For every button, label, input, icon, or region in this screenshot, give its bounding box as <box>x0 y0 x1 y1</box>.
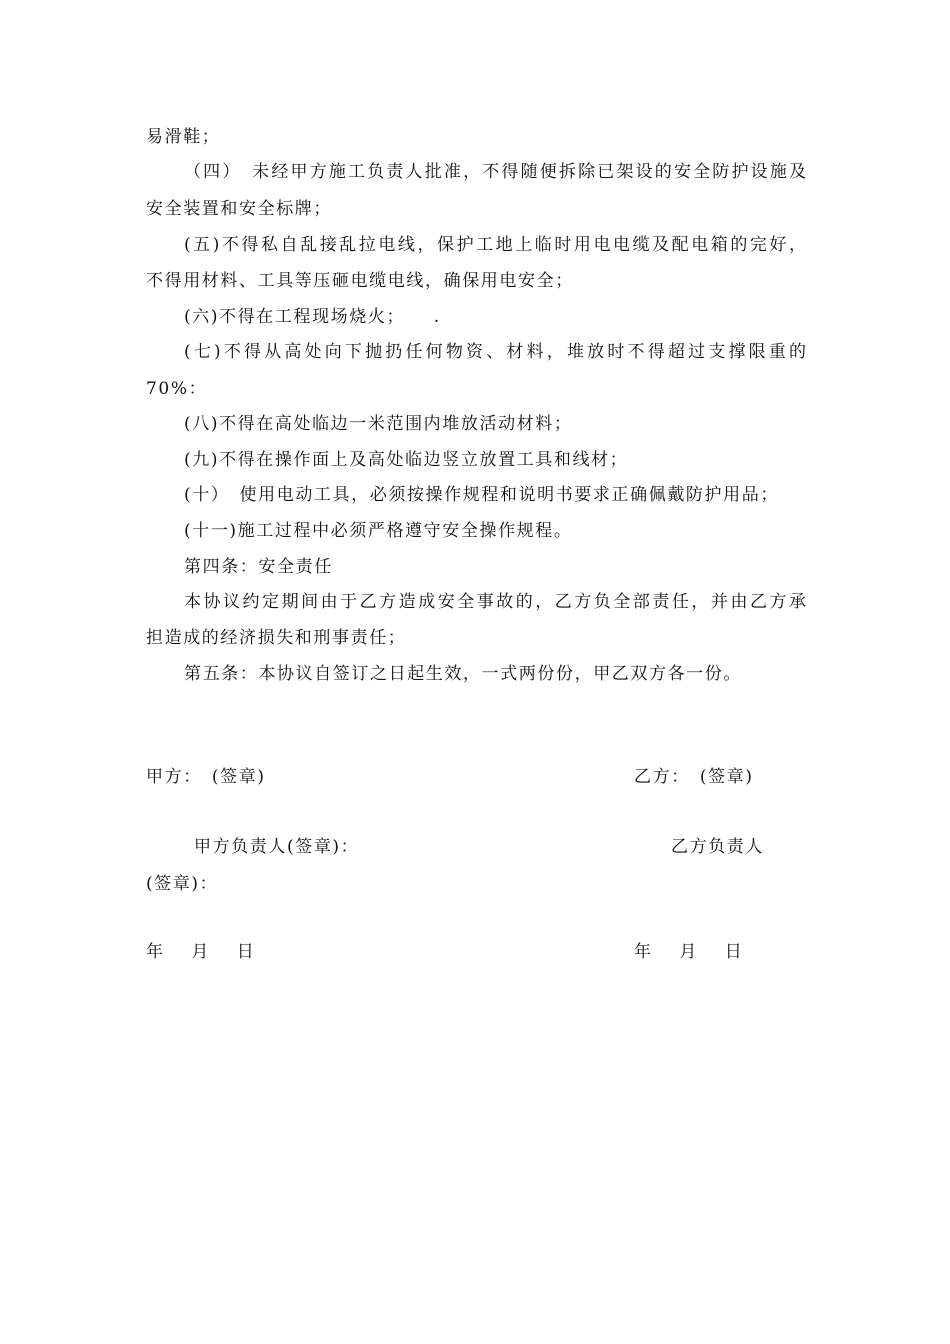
party-a-person-signature: 甲方负责人(签章)： <box>194 837 360 857</box>
party-b-person-signature: 乙方负责人 <box>671 837 764 857</box>
clause-9: (九)不得在操作面上及高处临边竖立放置工具和线材； <box>184 450 629 470</box>
article-4-text-line-1: 本协议约定期间由于乙方造成安全事故的，乙方负全部责任，并由乙方承 <box>184 592 806 612</box>
clause-7-line-2: 70%： <box>146 379 208 399</box>
clause-11: (十一)施工过程中必须严格遵守安全操作规程。 <box>184 521 573 541</box>
clause-5-line-1: (五)不得私自乱接乱拉电线，保护工地上临时用电电缆及配电箱的完好， <box>184 235 806 255</box>
clause-5-line-2: 不得用材料、工具等压砸电缆电线，确保用电安全； <box>146 271 574 291</box>
party-b-signature: 乙方： (签章) <box>634 767 754 787</box>
clause-4-line-1: （四） 未经甲方施工负责人批准，不得随便拆除已架设的安全防护设施及 <box>184 162 806 182</box>
clause-7-line-1: (七)不得从高处向下抛扔任何物资、材料，堆放时不得超过支撑限重的 <box>184 342 806 362</box>
clause-4-line-2: 安全装置和安全标牌； <box>146 199 332 219</box>
party-a-signature: 甲方： (签章) <box>146 767 266 787</box>
article-5-text: 第五条：本协议自签订之日起生效，一式两份份，甲乙双方各一份。 <box>184 664 742 684</box>
clause-10: (十） 使用电动工具，必须按操作规程和说明书要求正确佩戴防护用品； <box>184 485 779 505</box>
party-b-person-signature-continued: (签章)： <box>146 874 219 894</box>
party-b-date: 年 月 日 <box>634 942 744 962</box>
article-4-heading: 第四条：安全责任 <box>184 557 333 577</box>
article-4-text-line-2: 担造成的经济损失和刑事责任； <box>146 628 407 648</box>
clause-6: (六)不得在工程现场烧火； . <box>184 307 441 327</box>
clause-8: (八)不得在高处临边一米范围内堆放活动材料； <box>184 414 573 434</box>
party-a-date: 年 月 日 <box>146 942 256 962</box>
text-line: 易滑鞋； <box>146 127 221 147</box>
